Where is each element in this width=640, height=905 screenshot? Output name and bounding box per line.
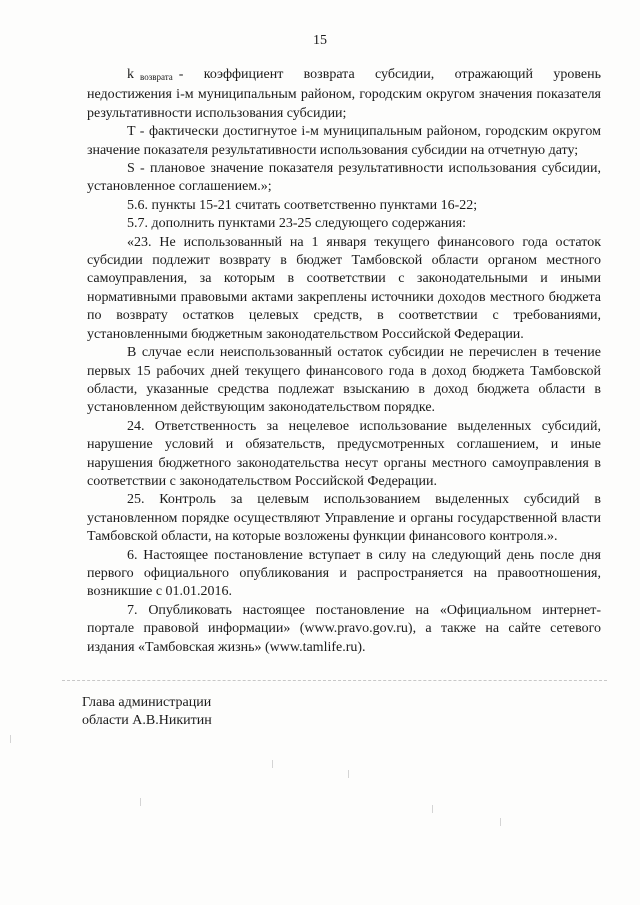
scan-speck [10, 735, 11, 743]
signature-name: области А.В.Никитин [82, 713, 212, 728]
k-symbol: k [127, 67, 134, 82]
scan-speck [272, 760, 273, 768]
scan-speck [432, 805, 433, 813]
page-number: 15 [313, 33, 327, 48]
signature-title: Глава администрации [82, 695, 212, 710]
signature-block [82, 694, 212, 730]
paragraph-6: 6. Настоящее постановление вступает в силу на следующий день после дня первого официального опубликования и распространяется на правоотношения, возникшие с 01.01.2016. [87, 547, 601, 600]
paragraph-k-coefficient [87, 66, 601, 123]
paragraph-24: 24. Ответственность за нецелевое использование выделенных субсидий, нарушение условий и обязательств, предусмотренных соглашением, и иные нарушения бюджетного законодательства несут органы местного самоуправления в соответствии с законодательством Российской Федерации. [87, 418, 601, 489]
scan-speck [140, 798, 141, 806]
paragraph-t-definition: T - фактически достигнутое i-м муниципальным районом, городским округом значение показателя результативности использования субсидии на отчетную дату; [87, 124, 601, 158]
k-definition: - коэффициент возврата субсидии, отражающий уровень недостижения i-м муниципальным районом, городским округом значения показателя результативности использования субсидии; [87, 67, 601, 121]
document-body [87, 66, 601, 657]
paragraph-7: 7. Опубликовать настоящее постановление на «Официальном интернет-портале правовой информации» (www.pravo.gov.ru), а также на сайте сетевого издания «Тамбовская жизнь» (www.tamlife.ru). [87, 602, 601, 655]
paragraph-s-definition: S - плановое значение показателя результативности использования субсидии, установленное соглашением.»; [87, 161, 601, 195]
paragraph-23-cont: В случае если неиспользованный остаток субсидии не перечислен в течение первых 15 рабочих дней текущего финансового года в доход бюджета Тамбовской области, указанные средства подлежат взысканию в доход бюджета области в установленном действующим законодательством порядке. [87, 345, 601, 416]
scan-speck [348, 770, 349, 778]
paragraph-23: «23. Не использованный на 1 января текущего финансового года остаток субсидии подлежит возврату в бюджет Тамбовской области органом местного самоуправления, за которым в соответствии с законодательными и иными нормативными правовыми актами закреплены источники доходов местного бюджета по возврату остатков целевых средств, в соответствии с требованиями, установленными бюджетным законодательством Российской Федерации. [87, 234, 601, 342]
paragraph-5-6: 5.6. пункты 15-21 считать соответственно пунктами 16-22; [127, 197, 478, 213]
scan-artifact-line [62, 680, 607, 681]
paragraph-5-7: 5.7. дополнить пунктами 23-25 следующего содержания: [127, 216, 467, 232]
scan-speck [500, 818, 501, 826]
k-subscript: возврата [140, 72, 173, 82]
paragraph-25: 25. Контроль за целевым использованием выделенных субсидий в установленном порядке осуществляют Управление и органы государственной власти Тамбовской области, на которые возложены функции финансового контроля.». [87, 492, 601, 545]
